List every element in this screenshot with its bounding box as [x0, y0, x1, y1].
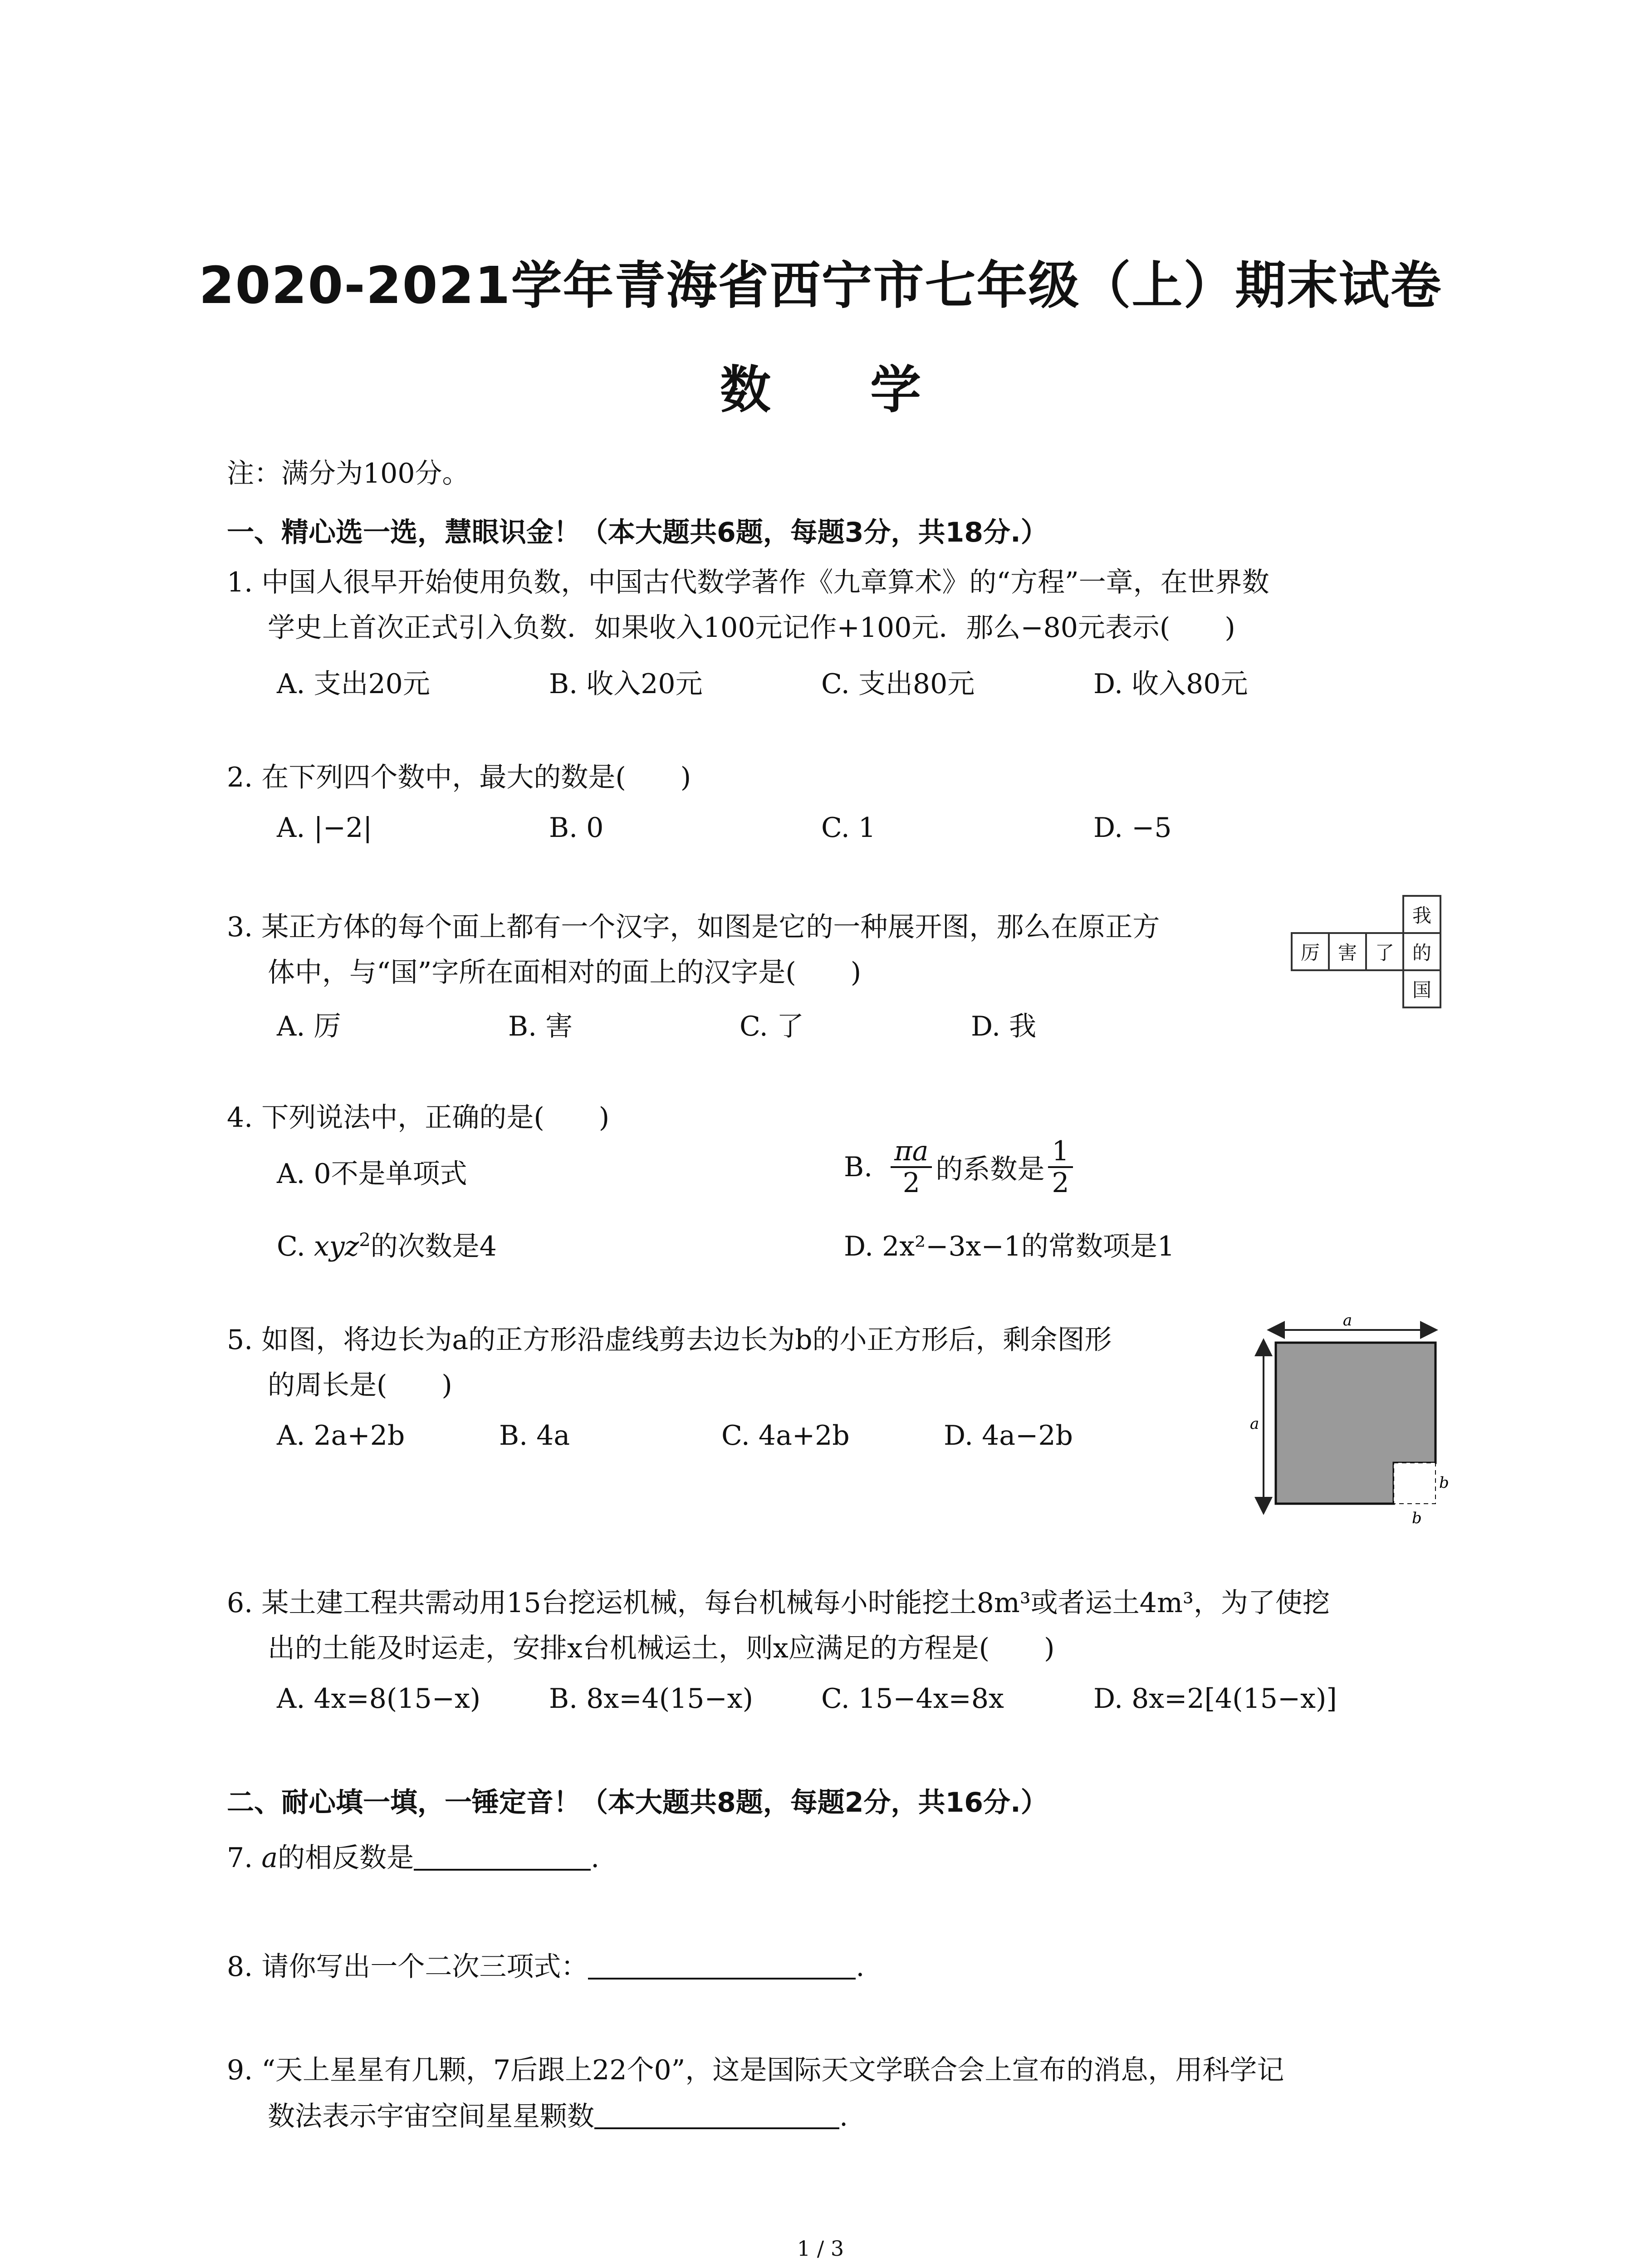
- score-note: 注：满分为100分。: [227, 458, 470, 489]
- q4-option-c-letter: C.: [277, 1231, 314, 1262]
- page-number: 1 / 3: [797, 2236, 844, 2261]
- q5-text-line2: 的周长是( ): [268, 1369, 452, 1401]
- q1-text-line1: 1. 中国人很早开始使用负数，中国古代数学著作《九章算术》的“方程”一章，在世界数: [227, 567, 1269, 598]
- q8-period: .: [856, 1951, 865, 1983]
- q8: [227, 1950, 864, 1983]
- cube-face-de: 的: [1402, 932, 1441, 971]
- cube-face-le: 了: [1365, 932, 1404, 971]
- q4-option-c: [277, 1225, 497, 1264]
- q7-answer-blank[interactable]: [414, 1842, 591, 1871]
- q8-text: 8. 请你写出一个二次三项式：: [227, 1951, 588, 1983]
- q4-option-c-variable: xyz: [314, 1231, 359, 1262]
- q4-option-c-text: 的次数是4: [370, 1231, 497, 1262]
- section-2-heading: 二、耐心填一填，一锤定音！（本大题共8题，每题2分，共16分.）: [227, 1787, 1048, 1818]
- exam-title: 2020-2021学年青海省西宁市七年级（上）期末试卷: [199, 256, 1442, 315]
- cube-face-wo: 我: [1402, 895, 1441, 934]
- q2-option-c: C. 1: [821, 812, 876, 844]
- q6-text-line1: 6. 某土建工程共需动用15台挖运机械，每台机械每小时能挖土8m³或者运土4m³，为了使挖: [227, 1587, 1330, 1619]
- q6-option-d: D. 8x=2[4(15−x)]: [1093, 1683, 1337, 1715]
- q6-option-a: A. 4x=8(15−x): [277, 1683, 481, 1715]
- q7-number: 7.: [227, 1842, 262, 1874]
- q5-option-b: B. 4a: [499, 1420, 570, 1452]
- q3-option-d: D. 我: [971, 1011, 1037, 1042]
- q2-text: 2. 在下列四个数中，最大的数是( ): [227, 762, 691, 793]
- q1-text-line2: 学史上首次正式引入负数．如果收入100元记作+100元．那么−80元表示( ): [268, 612, 1235, 644]
- q4-option-a: A. 0不是单项式: [277, 1158, 467, 1190]
- fraction-numerator: 1: [1048, 1136, 1073, 1168]
- q4-option-b-letter: B.: [844, 1151, 873, 1183]
- q9-period: .: [839, 2101, 848, 2132]
- q2-option-b: B. 0: [549, 812, 604, 844]
- q5-option-c: C. 4a+2b: [721, 1420, 850, 1452]
- q2-option-d: D. −5: [1093, 812, 1172, 844]
- q3-option-c: C. 了: [740, 1011, 804, 1042]
- q5-text-line1: 5. 如图，将边长为a的正方形沿虚线剪去边长为b的小正方形后，剩余图形: [227, 1324, 1112, 1356]
- subject-title: 数 学: [720, 361, 962, 420]
- q4-text: 4. 下列说法中，正确的是( ): [227, 1102, 610, 1134]
- fraction-denominator: 2: [902, 1167, 920, 1199]
- q3-option-a: A. 厉: [277, 1011, 341, 1042]
- fraction-denominator: 2: [1052, 1167, 1069, 1199]
- q9-text: 数法表示宇宙空间星星颗数: [268, 2101, 594, 2132]
- q2-option-a: A. |−2|: [277, 812, 372, 844]
- cut-small-square: [1394, 1463, 1435, 1504]
- square-cut-figure: [1243, 1315, 1452, 1533]
- q5-option-a: A. 2a+2b: [277, 1420, 405, 1452]
- q4-option-c-exponent: 2: [359, 1230, 371, 1251]
- q3-option-b: B. 害: [508, 1011, 573, 1042]
- q1-option-d: D. 收入80元: [1093, 668, 1248, 700]
- one-half-fraction: [1048, 1136, 1073, 1198]
- cube-face-guo: 国: [1402, 969, 1441, 1008]
- q1-option-a: A. 支出20元: [277, 668, 430, 700]
- fraction-numerator: πa: [891, 1136, 932, 1168]
- cube-face-li: 厉: [1291, 932, 1330, 971]
- label-b-bottom: b: [1412, 1509, 1422, 1527]
- q9-text-line2: [268, 2100, 848, 2132]
- pi-a-over-2-fraction: [891, 1136, 932, 1198]
- q9-answer-blank[interactable]: [594, 2100, 839, 2129]
- q6-option-c: C. 15−4x=8x: [821, 1683, 1004, 1715]
- label-b-right: b: [1439, 1474, 1449, 1492]
- section-1-heading: 一、精心选一选，慧眼识金！（本大题共6题，每题3分，共18分.）: [227, 517, 1048, 548]
- label-a-top: a: [1342, 1315, 1352, 1330]
- q6-text-line2: 出的土能及时运走，安排x台机械运土，则x应满足的方程是( ): [268, 1633, 1055, 1664]
- q3-text-line1: 3. 某正方体的每个面上都有一个汉字，如图是它的一种展开图，那么在原正方: [227, 911, 1160, 943]
- q5-option-d: D. 4a−2b: [944, 1420, 1073, 1452]
- q7-period: .: [591, 1842, 600, 1874]
- cube-face-hai: 害: [1328, 932, 1367, 971]
- q7-variable: a: [261, 1842, 278, 1874]
- q4-option-d: D. 2x²−3x−1的常数项是1: [844, 1231, 1175, 1262]
- q1-option-b: B. 收入20元: [549, 668, 703, 700]
- q7-text: 的相反数是: [278, 1842, 414, 1874]
- q6-option-b: B. 8x=4(15−x): [549, 1683, 753, 1715]
- q4-option-b: [844, 1136, 1077, 1198]
- q7: [227, 1842, 599, 1874]
- q9-text-line1: 9. “天上星星有几颗，7后跟上22个0”，这是国际天文学联合会上宣布的消息，用科学记: [227, 2054, 1284, 2086]
- q8-answer-blank[interactable]: [588, 1950, 856, 1980]
- label-a-left: a: [1250, 1415, 1259, 1433]
- q1-option-c: C. 支出80元: [821, 668, 975, 700]
- q4-option-b-text: 的系数是: [936, 1154, 1045, 1185]
- q3-text-line2: 体中，与“国”字所在面相对的面上的汉字是( ): [268, 957, 862, 988]
